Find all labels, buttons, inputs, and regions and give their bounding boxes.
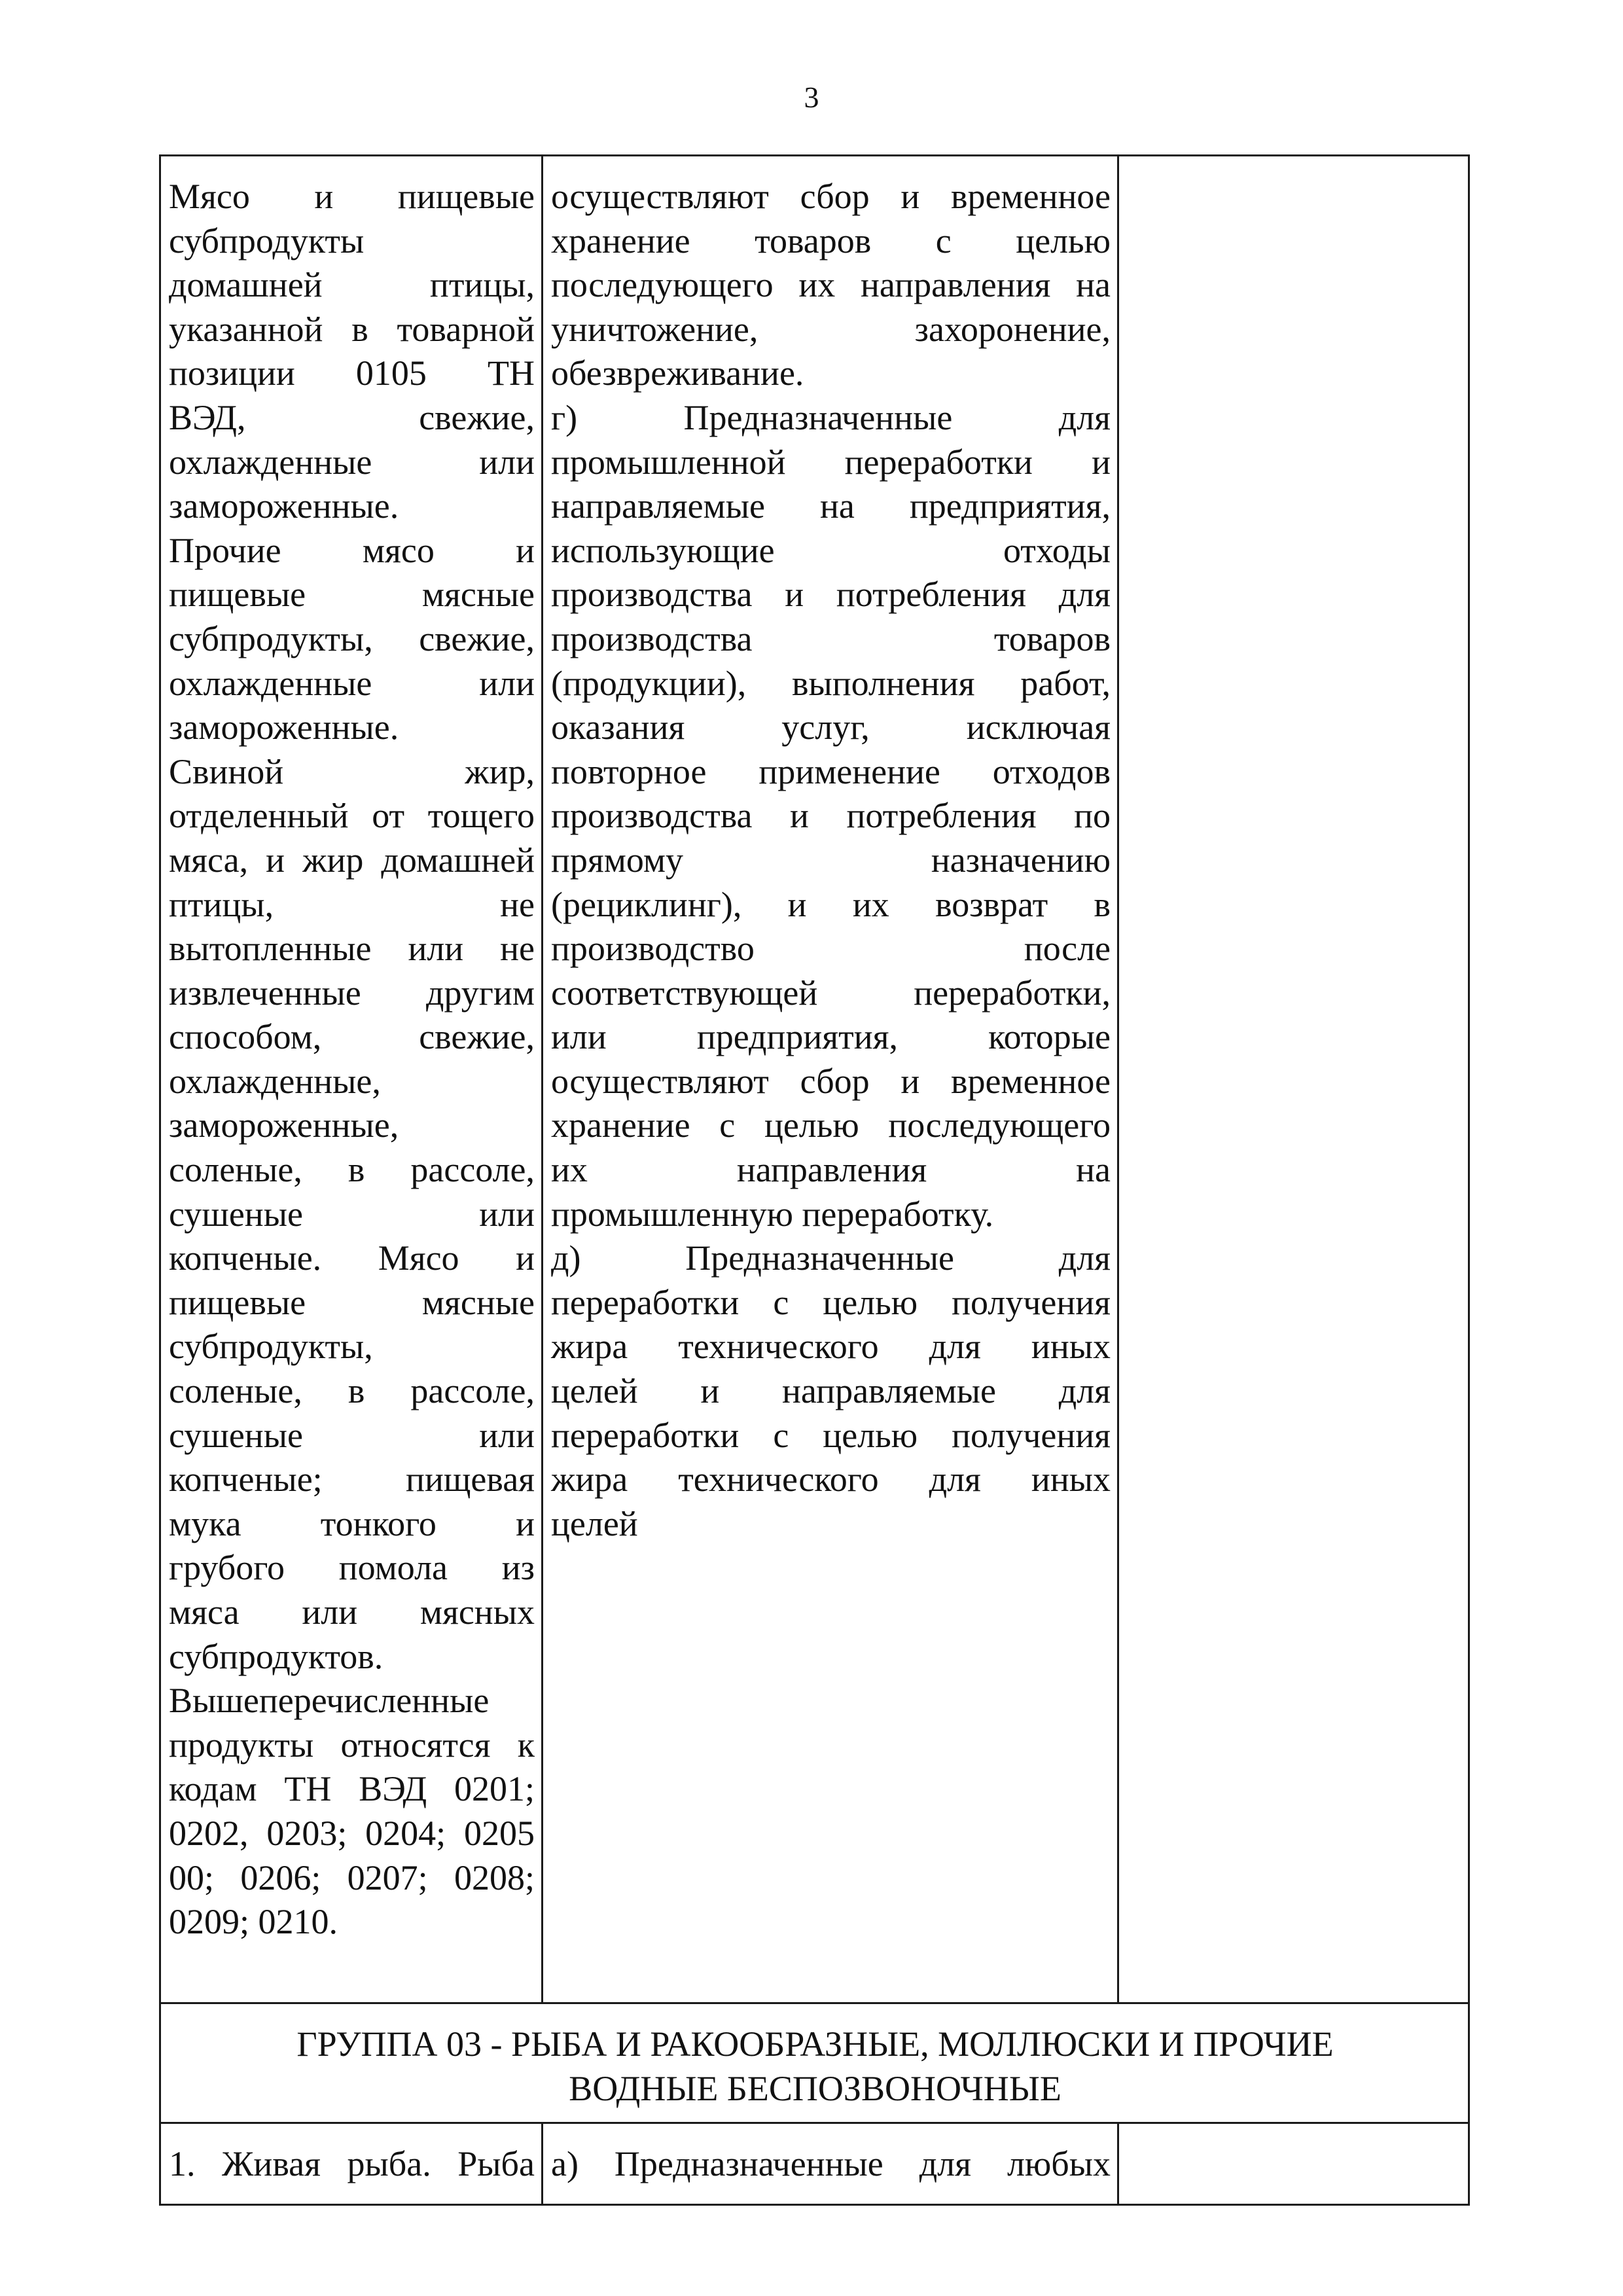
products-text [169,175,535,1945]
text-line: Свиной жир, [169,751,535,791]
text-line: хранение с целью последующего [551,1105,1111,1145]
text-line: извлеченные другим [169,973,535,1013]
text-line: мяса или мясных [169,1592,535,1632]
text-line: Вышеперечисленные [169,1681,490,1721]
group-heading-cell [160,2003,1469,2123]
products-cell [160,156,543,2003]
text-line: Мясо и пищевые [169,177,535,216]
text-line: замороженные, [169,1105,399,1145]
text-line: мука тонкого и [169,1503,535,1543]
text-line: соленые, в рассоле, [169,1371,535,1411]
text-line: жира технического для иных [551,1327,1111,1367]
text-line: г) Предназначенные для [551,397,1111,437]
text-line: копченые; пищевая [169,1460,535,1499]
text-line: производства и потребления по [551,796,1111,836]
text-line: хранение товаров с целью [551,221,1111,260]
text-line: копченые. Мясо и [169,1238,535,1278]
text-line: соленые, в рассоле, [169,1150,535,1190]
text-line: использующие отходы [551,530,1111,570]
table-row [160,156,1469,2003]
text-line: субпродукты [169,221,365,260]
products-cell [160,2123,543,2205]
text-line: ВЭД, свежие, [169,397,535,437]
text-line: переработки с целью получения [551,1415,1111,1455]
empty-cell [1118,2123,1469,2205]
text-line: 0202, 0203; 0204; 0205 [169,1813,535,1853]
text-line: Прочие мясо и [169,530,535,570]
empty-cell [1118,156,1469,2003]
text-line: кодам ТН ВЭД 0201; [169,1769,535,1809]
purpose-text [551,175,1111,1546]
text-line: сушеные или [169,1415,535,1455]
text-line: пищевые мясные [169,1282,535,1322]
text-line: последующего их направления на [551,265,1111,305]
text-line: 00; 0206; 0207; 0208; [169,1857,535,1897]
text-line: обезвреживание. [551,353,804,393]
purpose-text: а) Предназначенные для любых [551,2144,1111,2183]
text-line: отделенный от тощего [169,796,535,836]
text-line: промышленной переработки и [551,442,1111,482]
text-line: осуществляют сбор и временное [551,177,1111,216]
text-line: 0209; 0210. [169,1902,338,1942]
text-line: или предприятия, которые [551,1017,1111,1057]
text-line: направляемые на предприятия, [551,486,1111,526]
purpose-cell [543,2123,1118,2205]
text-line: производства товаров [551,619,1111,658]
text-line: замороженные. [169,708,399,747]
text-line: охлажденные, [169,1061,381,1101]
text-line: повторное применение отходов [551,751,1111,791]
text-line: субпродукты, свежие, [169,619,535,658]
text-line: пищевые мясные [169,575,535,615]
products-text: 1. Живая рыба. Рыба [169,2144,535,2183]
group-heading-row [160,2003,1469,2123]
text-line: (продукции), выполнения работ, [551,663,1111,703]
text-line: переработки с целью получения [551,1282,1111,1322]
text-line: жира технического для иных [551,1460,1111,1499]
text-line: прямому назначению [551,840,1111,880]
text-line: осуществляют сбор и временное [551,1061,1111,1101]
table-row [160,2123,1469,2205]
text-line: вытопленные или не [169,929,535,969]
text-line: производства и потребления для [551,575,1111,615]
text-line: охлажденные или [169,442,535,482]
text-line: грубого помола из [169,1548,535,1588]
text-line: д) Предназначенные для [551,1238,1111,1278]
text-line: субпродукты, [169,1327,373,1367]
text-line: соответствующей переработки, [551,973,1111,1013]
text-line: охлажденные или [169,663,535,703]
text-line: сушеные или [169,1194,535,1234]
text-line: птицы, не [169,884,535,924]
text-line: позиции 0105 ТН [169,353,535,393]
text-line: указанной в товарной [169,309,535,349]
group-heading-line: ВОДНЫЕ БЕСПОЗВОНОЧНЫЕ [569,2068,1061,2108]
text-line: домашней птицы, [169,265,535,305]
text-line: оказания услуг, исключая [551,708,1111,747]
text-line: производство после [551,929,1111,969]
text-line: субпродуктов. [169,1636,383,1676]
group-heading-line: ГРУППА 03 - РЫБА И РАКООБРАЗНЫЕ, МОЛЛЮСКИ И ПРОЧИЕ [296,2024,1334,2064]
text-line: продукты относятся к [169,1725,535,1765]
text-line: мяса, и жир домашней [169,840,535,880]
text-line: промышленную переработку. [551,1194,994,1234]
page-number: 3 [804,81,819,114]
document-table [159,154,1470,2206]
text-line: способом, свежие, [169,1017,535,1057]
purpose-cell [543,156,1118,2003]
text-line: их направления на [551,1150,1111,1190]
text-line: целей и направляемые для [551,1371,1111,1411]
text-line: (рециклинг), и их возврат в [551,884,1111,924]
text-line: замороженные. [169,486,399,526]
text-line: целей [551,1503,638,1543]
text-line: уничтожение, захоронение, [551,309,1111,349]
